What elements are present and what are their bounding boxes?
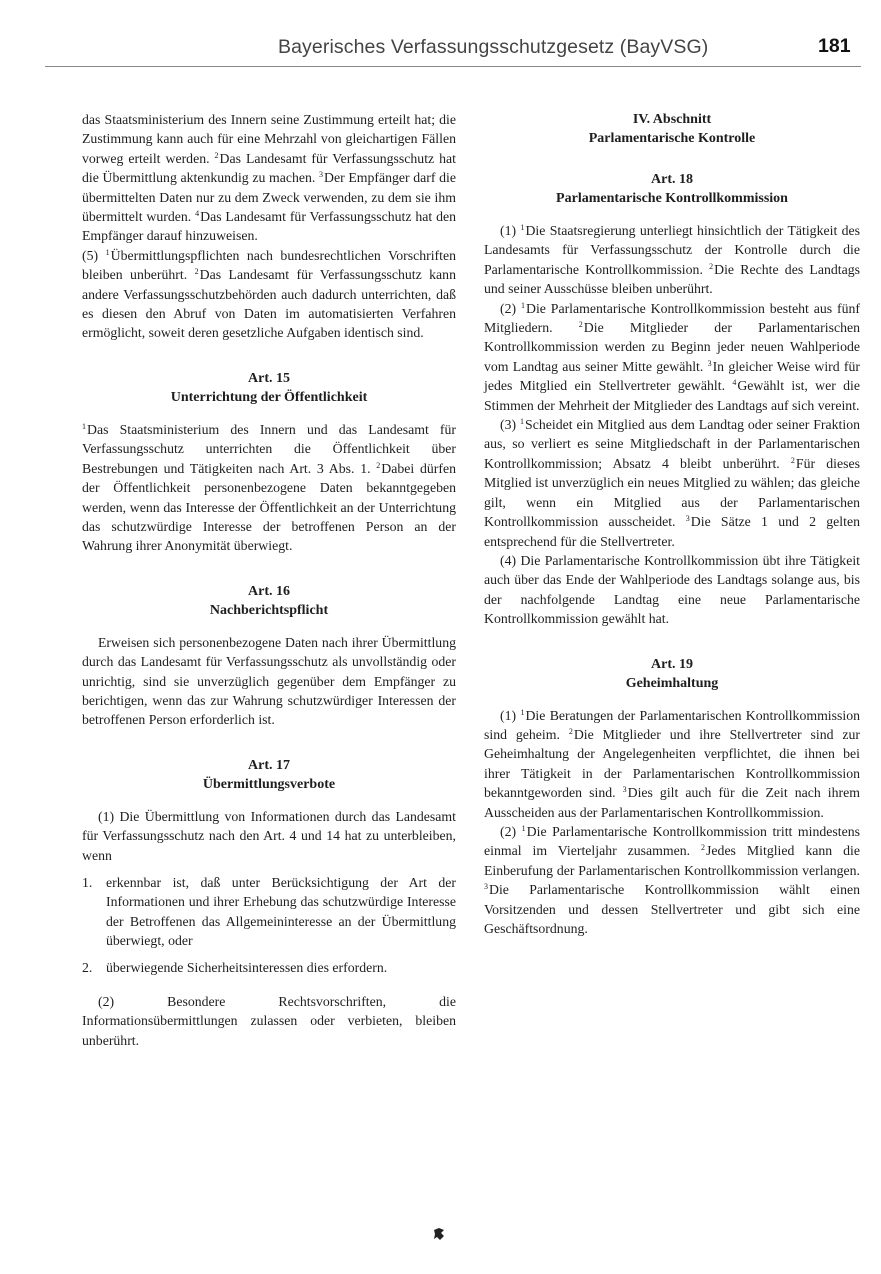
list-item-text: erkennbar ist, daß unter Berücksichtigung der Art der Informationen und ihrer Erhebung das schutzwürdige Interesse der Betroffenen das Allgemeininteresse an der Übermittlung überwiegt, oder — [106, 874, 456, 949]
article-title: Übermittlungsverbote — [202, 776, 336, 792]
article-15-text: $^1$Das Staatsministerium des Innern und das Landesamt für Verfassungsschutz unterrichten die Öffentlichkeit über Bestrebungen und Tätigkeiten nach Art. 3 Abs. 1. $^2$Dabei dürfen der Öffentlichkeit personenbezogene Daten bekanntgegeben werden, wenn das Interesse der Öffentlichkeit an der Unterrichtung das schutzwürdige Interesse der betroffenen Person an der Wahrung ihrer Anonymität überwiegt. — [82, 421, 456, 554]
header-title: Bayerisches Verfassungsschutzgesetz (BayVSG) — [278, 36, 709, 58]
article-title: Nachberichtspflicht — [209, 602, 329, 618]
article-number: Art. 15 — [248, 370, 290, 386]
paragraph-label: (2) — [500, 823, 517, 839]
sentence: Die Mitglieder und ihre Stellvertreter sind zur Geheimhaltung der Angelegenheiten verpflichtet, die ihnen bei ihrer Tätigkeit in der Parlamentarischen Kontrollkommission bekanntgeworden sind. — [484, 726, 860, 801]
sentence: Das Landesamt für Verfassungsschutz hat den Empfänger darauf hinzuweisen. — [82, 209, 456, 244]
article-19-paragraph-2: (2) $^1$Die Parlamentarische Kontrollkommission tritt mindestens einmal im Vierteljahr zusammen. $^2$Jedes Mitglied kann die Einberufung der Parlamentarischen Kontrollkommission verlangen. $^3$Die Parlamentarische Kontrollkommission wählt einen Vorsitzenden und dessen Stellvertreter und gibt sich eine Geschäftsordnung. — [484, 823, 860, 936]
article-17-list — [82, 873, 456, 977]
list-item — [82, 873, 456, 951]
sentence: Die Sätze 1 und 2 gelten entsprechend für die Stellvertreter. — [484, 514, 860, 549]
article-18-heading — [484, 170, 860, 208]
list-item-number: 1. — [82, 874, 93, 890]
page-number: 181 — [818, 35, 851, 57]
header-rule — [45, 66, 861, 67]
sentence: Übermittlungspflichten nach bundesrechtlichen Vorschriften bleiben unberührt. — [82, 247, 456, 283]
sentence: Die Staatsregierung unterliegt hinsichtlich der Tätigkeit des Landesamts für Verfassungsschutz der Kontrolle durch die Parlamentarische Kontrollkommission. — [484, 223, 861, 277]
list-item-text: überwiegende Sicherheitsinteressen dies erfordern. — [106, 959, 388, 975]
article-number: Art. 17 — [248, 757, 290, 773]
article-15-heading — [82, 369, 456, 407]
article-17-paragraph-2: (2) Besondere Rechtsvorschriften, die Informationsübermittlungen zulassen oder verbieten, bleiben unberührt. — [82, 994, 456, 1048]
sentence: Für dieses Mitglied ist unverzüglich ein neues Mitglied zu wählen; das gleiche gilt, wenn ein Mitglied aus der Parlamentarischen Kontrollkommission ausscheidet. — [484, 455, 860, 530]
sentence: Gewählt ist, wer die Stimmen der Mehrheit der Mitglieder des Landtags auf sich vereint. — [484, 378, 860, 413]
sentence: Scheidet ein Mitglied aus dem Landtag oder seiner Fraktion aus, so verliert es seine Mitgliedschaft in der Parlamentarischen Kontrollkommission; Absatz 4 bleibt unberührt. — [484, 417, 861, 471]
article-18-paragraph-3: (3) $^1$Scheidet ein Mitglied aus dem Landtag oder seiner Fraktion aus, so verliert es seine Mitgliedschaft in der Parlamentarischen Kontrollkommission; Absatz 4 bleibt unberührt. $^2$Für dieses Mitglied ist unverzüglich ein neues Mitglied zu wählen; das gleiche gilt, wenn ein Mitglied aus der Parlamentarischen Kontrollkommission ausscheidet. $^3$Die Sätze 1 und 2 gelten entsprechend für die Stellvertreter. — [484, 417, 861, 549]
printer-mark-icon — [432, 1227, 446, 1241]
article-16-text: Erweisen sich personenbezogene Daten nach ihrer Übermittlung durch das Landesamt für Verfassungsschutz als unvollständig oder unrichtig, sind sie unverzüglich gegenüber dem Empfänger zu berichtigen, wenn das zur Wahrung schutzwürdiger Interessen der betroffenen Person erforderlich ist. — [82, 634, 456, 728]
paragraph-label: (5) — [82, 247, 99, 263]
paragraph-5: (5) $^1$Übermittlungspflichten nach bundesrechtlichen Vorschriften bleiben unberührt. $^2$Das Landesamt für Verfassungsschutz kann andere Verfassungsschutzbehörden auch dadurch unterrichten, daß es diesen den Abruf von Daten im automatisierten Verfahren ermöglicht, soweit deren gesetzliche Aufgaben identisch sind. — [82, 247, 456, 341]
sentence: Jedes Mitglied kann die Einberufung der Parlamentarischen Kontrollkommission verlangen. — [484, 843, 860, 878]
list-item — [82, 958, 456, 977]
sentence: Die Mitglieder der Parlamentarischen Kontrollkommission werden zu Beginn jeder neuen Wahlperiode vom Landtag aus seiner Mitte gewählt. — [484, 320, 860, 374]
article-number: Art. 19 — [651, 656, 693, 672]
sentence: Das Staatsministerium des Innern und das Landesamt für Verfassungsschutz unterrichten die Öffentlichkeit über Bestrebungen und Tätigkeiten nach Art. 3 Abs. 1. — [82, 421, 456, 476]
sentence: Die Rechte des Landtags und seiner Ausschüsse bleiben unberührt. — [484, 261, 860, 297]
sentence: Das Landesamt für Verfassungsschutz kann andere Verfassungsschutzbehörden auch dadurch unterrichten, daß es diesen den Abruf von Daten im automatisierten Verfahren ermöglicht, soweit deren gesetzliche Aufgaben identisch sind. — [82, 267, 456, 341]
sentence: In gleicher Weise wird für jedes Mitglied ein Stellvertreter gewählt. — [484, 358, 860, 394]
section-4-heading — [484, 110, 860, 148]
article-19-paragraph-1: (1) $^1$Die Beratungen der Parlamentarischen Kontrollkommission sind geheim. $^2$Die Mitglieder und ihre Stellvertreter sind zur Geheimhaltung der Angelegenheiten verpflichtet, die ihnen bei ihrer Tätigkeit in der Parlamentarischen Kontrollkommission bekanntgeworden sind. $^3$Dies gilt auch für die Zeit nach ihrem Ausscheiden aus der Parlamentarischen Kontrollkommission. — [484, 707, 861, 820]
sentence: Das Landesamt für Verfassungsschutz hat die Übermittlung aktenkundig zu machen. — [82, 150, 456, 186]
section-title: Parlamentarische Kontrolle — [588, 131, 756, 146]
sentence: das Staatsministerium des Innern seine Zustimmung erteilt hat; die Zustimmung kann auch für eine Mehrzahl von gleichartigen Fällen vorweg erteilt werden. — [82, 112, 456, 166]
section-number: IV. Abschnitt — [632, 112, 712, 127]
right-column — [484, 110, 860, 938]
paragraph-label: (1) — [500, 223, 517, 238]
sentence: Dabei dürfen der Öffentlichkeit personenbezogene Daten bekanntgegeben werden, wenn das Interesse der Öffentlichkeit an der Unterrichtung das schutzwürdige Interesse der betroffenen Person an der Wahrung ihrer Anonymität überwiegt. — [82, 460, 456, 554]
article-18-paragraph-2: (2) $^1$Die Parlamentarische Kontrollkommission besteht aus fünf Mitgliedern. $^2$Die Mitglieder der Parlamentarischen Kontrollkommission werden zu Beginn jeder neuen Wahlperiode vom Landtag aus seiner Mitte gewählt. $^3$In gleicher Weise wird für jedes Mitglied ein Stellvertreter gewählt. $^4$Gewählt ist, wer die Stimmen der Mehrheit der Mitglieder des Landtags auf sich vereint. — [484, 300, 860, 413]
article-title: Unterrichtung der Öffentlichkeit — [170, 389, 368, 405]
sentence: Die Parlamentarische Kontrollkommission besteht aus fünf Mitgliedern. — [484, 300, 860, 336]
article-title: Parlamentarische Kontrollkommission — [556, 191, 788, 206]
paragraph-label: (1) — [500, 707, 517, 723]
paragraph-intro: das Staatsministerium des Innern seine Zustimmung erteilt hat; die Zustimmung kann auch für eine Mehrzahl von gleichartigen Fällen vorweg erteilt werden. $^2$Das Landesamt für Verfassungsschutz hat die Übermittlung aktenkundig zu machen. $^3$Der Empfänger darf die übermittelten Daten nur zu dem Zweck verwenden, zu dem sie ihm übermittelt wurden. $^4$Das Landesamt für Verfassungsschutz hat den Empfänger darauf hinzuweisen. — [82, 112, 456, 244]
article-17-paragraph-1: (1) Die Übermittlung von Informationen durch das Landesamt für Verfassungsschutz nach den Art. 4 und 14 hat zu unterbleiben, wenn — [82, 808, 456, 863]
left-column — [82, 110, 456, 1050]
article-18-paragraph-1: (1) $^1$Die Staatsregierung unterliegt hinsichtlich der Tätigkeit des Landesamts für Verfassungsschutz der Kontrolle durch die Parlamentarische Kontrollkommission. $^2$Die Rechte des Landtags und seiner Ausschüsse bleiben unberührt. — [484, 223, 861, 297]
article-18-paragraph-4: (4) Die Parlamentarische Kontrollkommission übt ihre Tätigkeit auch über das Ende der Wahlperiode des Landtags solange aus, bis der nachfolgende Landtag eine neue Parlamentarische Kontrollkommission gewählt hat. — [484, 552, 860, 627]
list-item-number: 2. — [82, 959, 93, 975]
article-title: Geheimhaltung — [625, 675, 719, 691]
article-19-heading — [484, 655, 860, 693]
article-17-heading — [82, 756, 456, 794]
article-number: Art. 16 — [248, 583, 290, 599]
article-number: Art. 18 — [651, 172, 693, 187]
article-16-heading — [82, 582, 456, 620]
sentence: Dies gilt auch für die Zeit nach ihrem Ausscheiden aus der Parlamentarischen Kontrollkommission. — [484, 785, 860, 820]
sentence: Die Beratungen der Parlamentarischen Kontrollkommission sind geheim. — [484, 707, 861, 742]
paragraph-label: (2) — [500, 300, 517, 316]
sentence: Die Parlamentarische Kontrollkommission tritt mindestens einmal im Vierteljahr zusammen. — [484, 823, 860, 859]
sentence: Der Empfänger darf die übermittelten Daten nur zu dem Zweck verwenden, zu dem sie ihm übermittelt wurden. — [82, 170, 456, 225]
sentence: Die Parlamentarische Kontrollkommission wählt einen Vorsitzenden und dessen Stellvertreter und gibt sich eine Geschäftsordnung. — [484, 882, 860, 936]
paragraph-label: (3) — [500, 417, 517, 433]
